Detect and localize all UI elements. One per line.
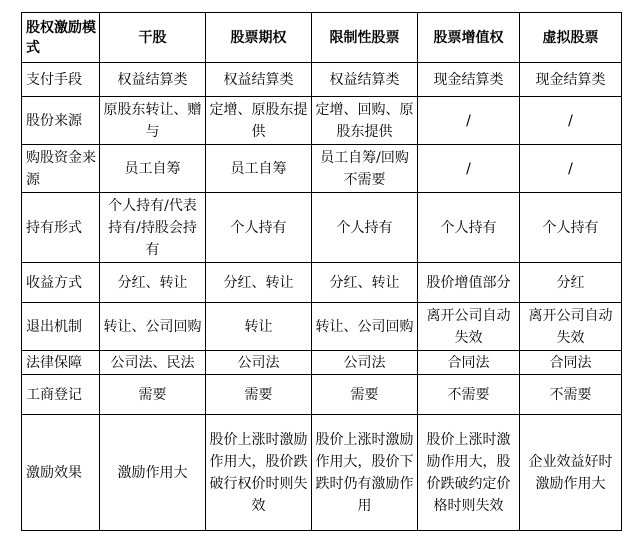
table-row (22, 375, 622, 415)
table-cell: / (418, 145, 520, 193)
table-cell: 激励作用大 (100, 415, 206, 531)
table-cell: 股价上涨时激励作用大，股价跌破约定价格时则失效 (418, 415, 520, 531)
table-cell: 分红、转让 (100, 263, 206, 303)
corner-header: 股权激励模式 (22, 13, 100, 63)
table-cell: 公司法 (206, 351, 312, 375)
table-cell: 定增、原股东提供 (206, 97, 312, 145)
table-cell: 现金结算类 (418, 63, 520, 97)
table-cell: 员工自筹 (100, 145, 206, 193)
table-cell: / (520, 145, 622, 193)
row-label: 收益方式 (22, 263, 100, 303)
table-cell: 个人持有 (206, 193, 312, 263)
table-cell: 不需要 (520, 375, 622, 415)
table-cell: 股价上涨时激励作用大，股价下跌时仍有激励作用 (312, 415, 418, 531)
table-cell: 个人持有 (520, 193, 622, 263)
table-cell: / (418, 97, 520, 145)
table-cell: 分红 (520, 263, 622, 303)
table-cell: 股价增值部分 (418, 263, 520, 303)
table-cell: 分红、转让 (206, 263, 312, 303)
row-label: 激励效果 (22, 415, 100, 531)
table-cell: 需要 (312, 375, 418, 415)
row-label: 支付手段 (22, 63, 100, 97)
table-cell: 员工自筹/回购不需要 (312, 145, 418, 193)
table-row (22, 145, 622, 193)
column-header-stock-options: 股票期权 (206, 13, 312, 63)
table-cell: 权益结算类 (206, 63, 312, 97)
table-cell: 个人持有 (312, 193, 418, 263)
table-row (22, 193, 622, 263)
table-cell: 离开公司自动失效 (520, 303, 622, 351)
row-label: 购股资金来源 (22, 145, 100, 193)
table-row (22, 263, 622, 303)
column-header-phantom-stock: 虚拟股票 (520, 13, 622, 63)
table-cell: 个人持有/代表持有/持股会持有 (100, 193, 206, 263)
table-cell: 需要 (206, 375, 312, 415)
table-cell: 分红、转让 (312, 263, 418, 303)
table-row (22, 303, 622, 351)
row-label: 工商登记 (22, 375, 100, 415)
table-cell: 员工自筹 (206, 145, 312, 193)
table-row (22, 97, 622, 145)
row-label: 法律保障 (22, 351, 100, 375)
table-cell: 定增、回购、原股东提供 (312, 97, 418, 145)
row-label: 持有形式 (22, 193, 100, 263)
column-header-stock-appreciation-rights: 股票增值权 (418, 13, 520, 63)
table-cell: 转让、公司回购 (100, 303, 206, 351)
equity-incentive-comparison-table (21, 12, 622, 531)
table-cell: 离开公司自动失效 (418, 303, 520, 351)
table-cell: 合同法 (520, 351, 622, 375)
table-cell: 个人持有 (418, 193, 520, 263)
header-row (22, 13, 622, 63)
table-cell: 权益结算类 (312, 63, 418, 97)
table-cell: 不需要 (418, 375, 520, 415)
table-cell: 转让、公司回购 (312, 303, 418, 351)
table-cell: 企业效益好时激励作用大 (520, 415, 622, 531)
table-cell: 现金结算类 (520, 63, 622, 97)
table-cell: 需要 (100, 375, 206, 415)
table-row (22, 351, 622, 375)
table-cell: 公司法、民法 (100, 351, 206, 375)
column-header-restricted-stock: 限制性股票 (312, 13, 418, 63)
table-cell: 权益结算类 (100, 63, 206, 97)
table-cell: 股价上涨时激励作用大，股价跌破行权价时则失效 (206, 415, 312, 531)
table-row (22, 415, 622, 531)
table-cell: 合同法 (418, 351, 520, 375)
table-cell: 转让 (206, 303, 312, 351)
table-cell: / (520, 97, 622, 145)
row-label: 股份来源 (22, 97, 100, 145)
row-label: 退出机制 (22, 303, 100, 351)
table-row (22, 63, 622, 97)
column-header-gangu: 干股 (100, 13, 206, 63)
table-cell: 原股东转让、赠与 (100, 97, 206, 145)
table-cell: 公司法 (312, 351, 418, 375)
